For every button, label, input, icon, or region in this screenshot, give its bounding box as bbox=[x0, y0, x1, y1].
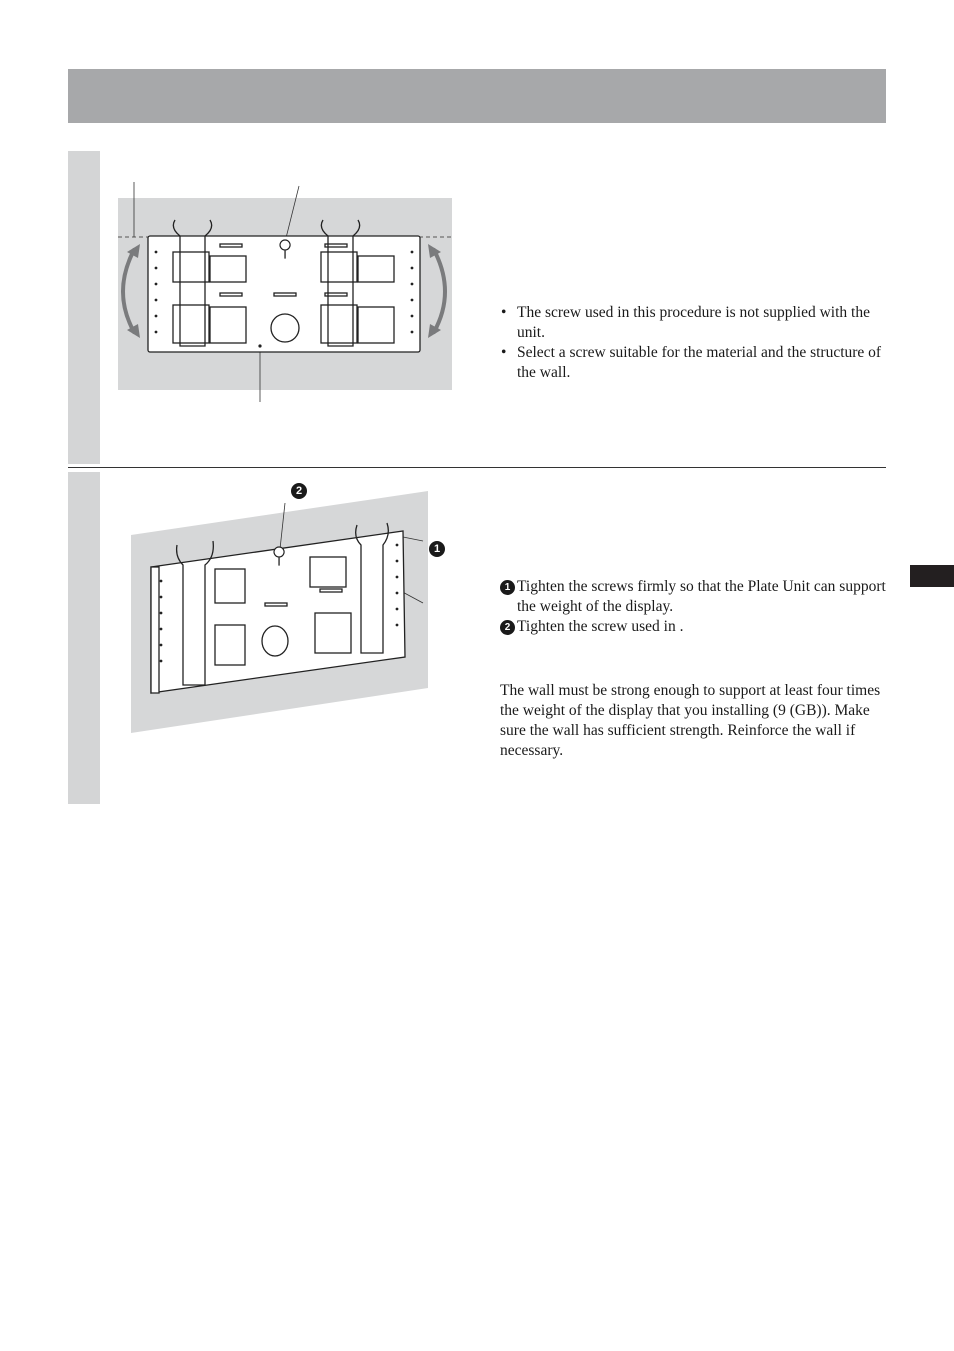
plate-leveling-illustration bbox=[110, 180, 460, 405]
instruction-text: Tighten the screw used in . bbox=[517, 618, 684, 635]
number-badge: 1 bbox=[500, 580, 515, 595]
plate-tightening-illustration bbox=[125, 485, 445, 740]
note-bullet: • Select a screw suitable for the material and the structure of the wall. bbox=[500, 343, 886, 383]
section-header-bar bbox=[68, 69, 886, 123]
figure-badge-2: 2 bbox=[291, 483, 307, 499]
instruction-item bbox=[500, 617, 890, 637]
step-divider bbox=[68, 467, 886, 468]
instruction-item bbox=[500, 577, 890, 617]
step-2-tab bbox=[68, 472, 100, 804]
step-1-notes bbox=[500, 303, 886, 383]
figure-badge-1: 1 bbox=[429, 541, 445, 557]
step-2-instructions bbox=[500, 577, 890, 637]
instruction-text: Tighten the screws firmly so that the Plate Unit can support the weight of the display. bbox=[517, 578, 886, 615]
language-tab bbox=[910, 565, 954, 587]
note-bullet: • The screw used in this procedure is not supplied with the unit. bbox=[500, 303, 886, 343]
wall-strength-note: The wall must be strong enough to support at least four times the weight of the display that you installing (9 (GB)). Make sure the wall has sufficient strength. Reinforce the wall if necessary. bbox=[500, 682, 881, 759]
step-1-tab bbox=[68, 151, 100, 464]
number-badge: 2 bbox=[500, 620, 515, 635]
